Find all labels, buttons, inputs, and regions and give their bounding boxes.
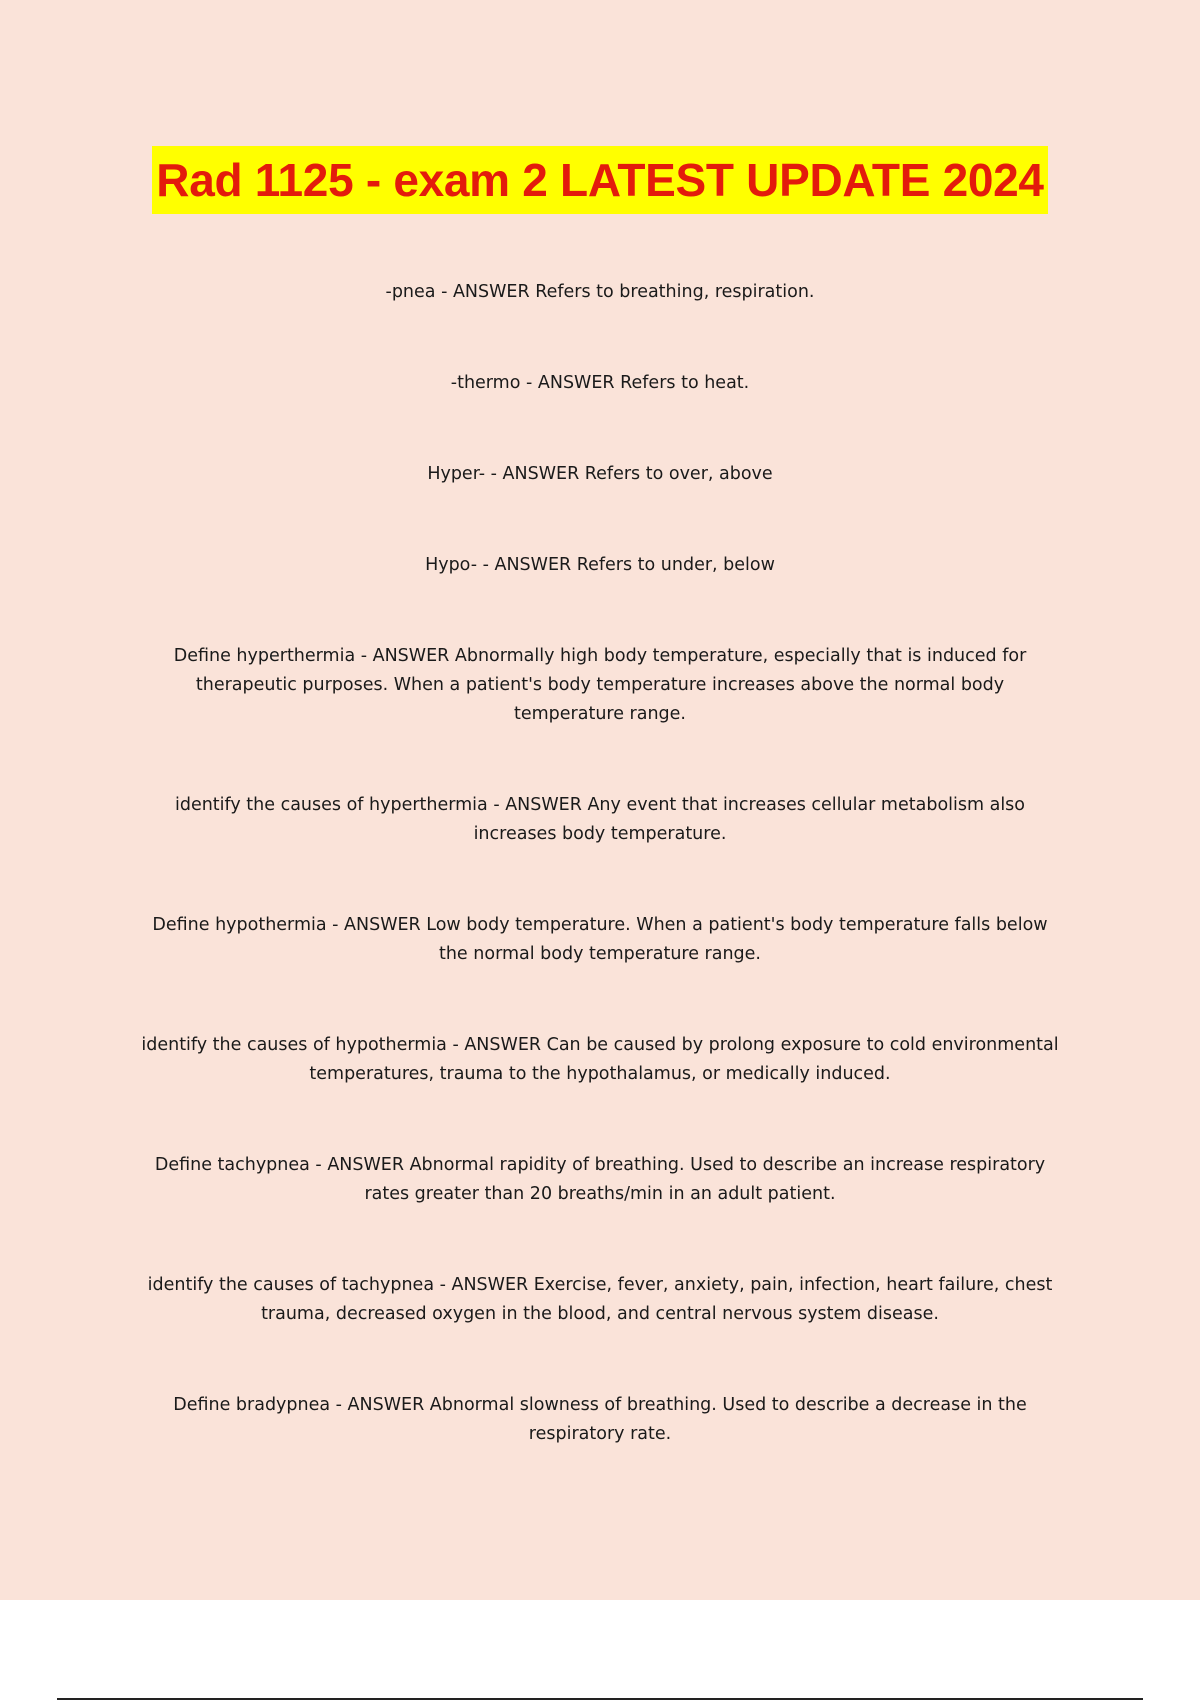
qa-entry-causes-tachypnea: identify the causes of tachypnea - ANSWER Exercise, fever, anxiety, pain, infection, heart failure, chest trauma, decreased oxygen in the blood, and central nervous system disease. [147, 1275, 1053, 1324]
qa-entry-define-hyperthermia: Define hyperthermia - ANSWER Abnormally high body temperature, especially that is induced for therapeutic purposes. When a patient's body temperature increases above the normal body temperature range. [173, 646, 1027, 724]
qa-entry-hypo: Hypo- - ANSWER Refers to under, below [425, 555, 775, 575]
qa-entry-hyper: Hyper- - ANSWER Refers to over, above [427, 464, 773, 484]
qa-entry-define-hypothermia: Define hypothermia - ANSWER Low body temperature. When a patient's body temperature falls below the normal body temperature range. [152, 915, 1048, 964]
qa-entry-causes-hyperthermia: identify the causes of hyperthermia - ANSWER Any event that increases cellular metabolism also increases body temperature. [174, 795, 1026, 844]
qa-entries [140, 278, 1060, 1511]
qa-entry-causes-hypothermia: identify the causes of hypothermia - ANSWER Can be caused by prolong exposure to cold environmental temperatures, trauma to the hypothalamus, or medically induced. [141, 1035, 1059, 1084]
document-title: Rad 1125 - exam 2 LATEST UPDATE 2024 [152, 146, 1047, 214]
qa-entry-thermo: -thermo - ANSWER Refers to heat. [450, 373, 750, 393]
qa-entry-define-tachypnea: Define tachypnea - ANSWER Abnormal rapidity of breathing. Used to describe an increase respiratory rates greater than 20 breaths/min in an adult patient. [154, 1155, 1046, 1204]
title-container [0, 146, 1200, 214]
qa-entry-define-bradypnea: Define bradypnea - ANSWER Abnormal slowness of breathing. Used to describe a decrease in the respiratory rate. [173, 1395, 1027, 1444]
qa-entry-pnea: -pnea - ANSWER Refers to breathing, respiration. [385, 282, 815, 302]
